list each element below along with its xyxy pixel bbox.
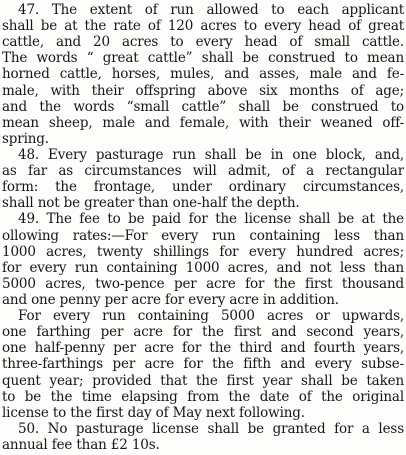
text-line: ollowing rates:—For every run containing less than <box>2 227 404 244</box>
text-line: three-farthings per acre for the fifth and every subse- <box>2 356 404 373</box>
text-line: male, with their offspring above six months of age; <box>2 82 404 99</box>
text-line: 47. The extent of run allowed to each applicant <box>18 2 404 18</box>
text-line: The words “ great cattle” shall be construed to mean <box>2 50 404 67</box>
text-line: quent year; provided that the first year shall be taken <box>2 372 404 389</box>
text-line: mean sheep, male and female, with their weaned off- <box>2 114 404 131</box>
text-line: form: the frontage, under ordinary circumstances, <box>2 179 404 196</box>
text-line: horned cattle, horses, mules, and asses, male and fe- <box>2 66 404 83</box>
text-line: 48. Every pasturage run shall be in one block, and, <box>18 147 404 163</box>
text-line: one farthing per acre for the first and second years, <box>2 324 404 341</box>
text-line: 1000 acres, twenty shillings for every hundred acres; <box>2 243 404 260</box>
text-line: spring. <box>2 130 49 147</box>
text-line: one half-penny per acre for the third and fourth years, <box>2 340 404 357</box>
text-line: and one penny per acre for every acre in addition. <box>2 292 339 308</box>
text-line: 50. No pasturage license shall be granted for a less <box>18 420 404 437</box>
text-line: shall be at the rate of 120 acres to every head of great <box>2 18 404 35</box>
text-line: 49. The fee to be paid for the license shall be at the <box>18 211 404 228</box>
text-line: for every run containing 1000 acres, and not less than <box>2 259 404 276</box>
text-line: annual fee than £2 10s. <box>2 437 160 453</box>
text-line: and the words “small cattle” shall be construed to <box>2 98 404 115</box>
text-line: 5000 acres, two-pence per acre for the first thousand <box>2 275 404 292</box>
text-line: cattle, and 20 acres to every head of small cattle. <box>2 34 404 51</box>
text-line: as far as circumstances will admit, of a rectangular <box>2 163 404 180</box>
text-line: shall not be greater than one-half the depth. <box>2 195 300 212</box>
text-line: For every run containing 5000 acres or upwards, <box>18 308 404 325</box>
text-line: license to the first day of May next following. <box>2 404 305 421</box>
text-line: to be the time elapsing from the date of the original <box>2 388 404 405</box>
